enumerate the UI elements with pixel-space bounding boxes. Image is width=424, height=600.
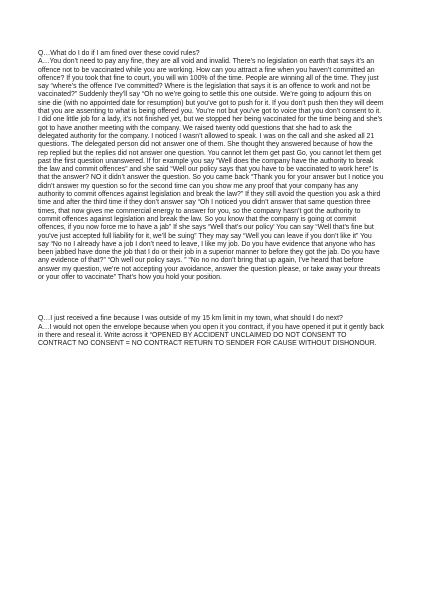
answer-1: A…You don’t need to pay any fine, they are all void and invalid. There’s no legislation on earth that says it’s an offence not to be vaccinated while you are working. How can you attract a fine when you haven’t committed an offence? If you took that fine to court, you will win 100% of the time. People are winning all of the time. They just say “where’s the offence I’ve committed? Where is the legislation that says it is an offence to work and not be vaccinated?” Suddenly they’ll say “Oh no we’re going to settle this one outside. We’re going to adjourn this on sine die (with no appointed date for resumption) but you’ve got to push for it. If you don’t push then they will deem that you are assenting to what is being offered you. You’re not but you’ve got to voice that you don’t consent to it. I did one little job for a lady, it’s not finished yet, but we stopped her being vaccinated for the time being and she’s got to have another meeting with the company. We raised twenty odd questions that she had to ask the delegated authority for the company. I noticed I wasn’t allowed to speak. I was on the call and she asked all 21 questions. The delegated person did not answer one of them. She thought they answered because of how the rep replied but the replies did not answer one question. You cannot let them get past Go, you cannot let them get past the first question unanswered. If for example you say “Well does the company have the authority to break the law and commit offences” and she said “Well our policy says that you have to be vaccinated to work here” Is that the answer? NO it didn’t answer the question. So you came back “Thank you for your answer but I notice you didn’t answer my question so for the second time can you show me any proof that your company has any authority to commit offences against legislation and break the law?” If they still avoid the question you ask a third time and after the third time if they don’t answer say “Oh I noticed you didn’t answer that same question three times, that now gives me commercial energy to answer for you, so the company hasn’t got the authority to commit offences against legislation and break the law. So you know that the company is going ot commit offences, if you now force me to have a jab” If she says “Well that’s our policy’ You can say “Well that’s fine but you’ve just accepted full liability for it, we’ll be suing” They may say “Well you can leave if you don’t like it” You say “No no I already have a job I don’t need to leave, I like my job. Do you have evidence that anyone who has been jabbed have done the job that I do or their job in a superior manner to before they got the jab. Do you have any evidence of that?” “Oh well our policy says. ” “No no no don’t bring that up again, I’ve heard that before answer my question, we’re not accepting your avoidance, answer the question please, or take away your threats or your offer to vaccinate” That’s how you hold your position. xyxy=(38,58,384,282)
answer-2: A…I would not open the envelope because when you open it you contract, if you have opened it put it gently back in there and reseal it. Write across it “OPENED BY ACCIDENT UNCLAIMED DO NOT CONSENT TO CONTRACT NO CONSENT = NO CONTRACT RETURN TO SENDER FOR CAUSE WITHOUT DISHONOUR. xyxy=(38,323,384,348)
question-1: Q…What do I do if I am fined over these covid rules? xyxy=(38,50,200,57)
document-body xyxy=(38,50,384,349)
question-2: Q…I just received a fine because I was outside of my 15 km limit in my town, what should I do next? xyxy=(38,315,343,323)
section-gap xyxy=(38,282,384,315)
